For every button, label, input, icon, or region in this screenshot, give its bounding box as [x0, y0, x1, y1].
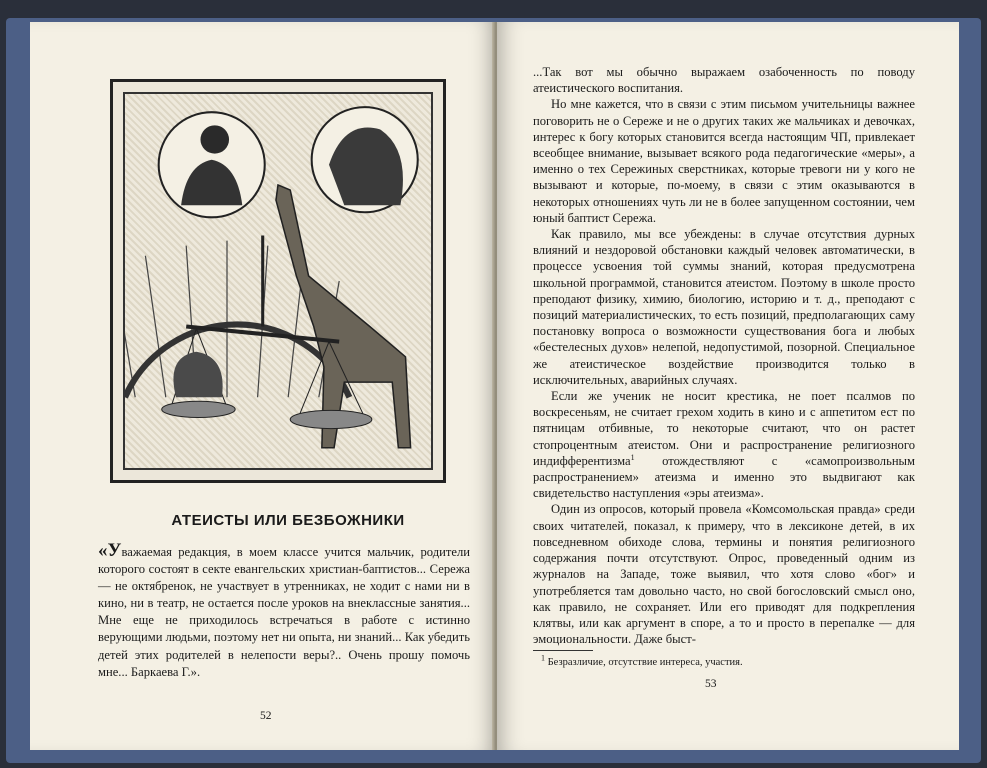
letter-paragraph [98, 540, 470, 681]
sun-rays [125, 241, 339, 398]
engraving-illustration [110, 79, 446, 483]
left-page [30, 22, 496, 750]
paragraph: Но мне кажется, что в связи с этим письмом учительницы важнее поговорить не о Сереже и не о других таких же мальчиках и девочках, интерес к богу которых становится всегда настоящим ЧП, привлекает всеобщее внимание, вызывает всякого рода педагогические «меры», а именно о тех Сережиных сверстниках, которые тревоги ни у кого не вызывают и которые, по-моему, в связи с этим оказываются в некоторых отношениях чуть ли не в более запущенном состоянии, чем юный баптист Сережа. [533, 97, 915, 225]
footnote-marker: 1 [541, 653, 545, 663]
body-text [533, 64, 915, 647]
scale-pan-left [162, 401, 235, 417]
paragraph-with-footnote [533, 388, 915, 501]
footnote-text: Безразличие, отсутствие интереса, участия. [547, 657, 743, 668]
footnote [541, 653, 921, 669]
chapter-heading: АТЕИСТЫ ИЛИ БЕЗБОЖНИКИ [171, 512, 405, 529]
page-number-right: 53 [705, 678, 717, 690]
paragraph: Как правило, мы все убеждены: в случае отсутствия дурных влияний и нездоровой обстановки каждый человек автоматически, в процессе усвоения той суммы знаний, которая предусмотрена школьной программой, становится атеистом. Поэтому в школе просто преподают физику, химию, биологию, историю и т. д., преподают с позиций материалистических, то есть позиций, предполагающих саму постановку вопроса о возможности существования бога и любых «бестелесных духов» нелепой, недопустимой, позорной. Специальное же атеистическое воздействие производится только в исключительных, аварийных случаях. [533, 227, 915, 387]
paragraph: ...Так вот мы обычно выражаем озабоченность по поводу атеистического воспитания. [533, 65, 915, 96]
right-page [497, 22, 959, 750]
letter-dropcap: «У [98, 540, 122, 561]
scale-pan-right [290, 410, 372, 428]
man-head [200, 125, 229, 153]
eagle-figure [173, 352, 222, 397]
letter-text: важаемая редакция, в моем классе учится мальчик, родители которого состоят в секте евангельских христиан-баптистов... Сережа — не октябренок, не участвует в утренниках, не ходит с нами ни в кино, ни в театр, не остается после уроков на внеклассные занятия... Мне еще не приходилось встречаться в работе с истинно верующими людьми, поэтому нет ни опыта, ни знаний... Как убедить детей этих родителей в нелепости веры?.. Очень прошу помочь мне... Баркаева Г.». [98, 545, 470, 679]
paragraph: Один из опросов, который провела «Комсомольская правда» среди своих читателей, показал, к примеру, что в лексиконе детей, в их повседневном обиходе слова, термины и понятия религиозного содержания почти отсутствуют. Опрос, проведенный одним из журналов на Западе, тоже выявил, что хотя слово «бог» и употребляется там довольно часто, но свой богословский смысл оно, как правило, не сохраняет. Или его приводят для подкрепления клятвы, или как аргумент в споре, а то и просто в перепалке — для эмоциональности. Даже быст- [533, 502, 915, 647]
allegorical-scales-picture [125, 94, 431, 468]
footnote-reference: 1 [630, 452, 635, 462]
paragraph-part: Если же ученик не носит крестика, не поет псалмов по воскресеньям, не считает грехом ходить в кино и с аппетитом ест по пятницам отбивные, то некоторые считают, что он растет стопроцентным атеистом. Они и распространение религиозного индифферентизма [533, 389, 915, 468]
paragraph-part: отождествляют с «самопроизвольным распространением» атеизма и именно это выдвигают как свидетельство наступления «эры атеизма». [533, 453, 915, 501]
page-number-left: 52 [260, 710, 272, 722]
footnote-rule [533, 650, 593, 651]
giraffe-figure [276, 185, 411, 448]
